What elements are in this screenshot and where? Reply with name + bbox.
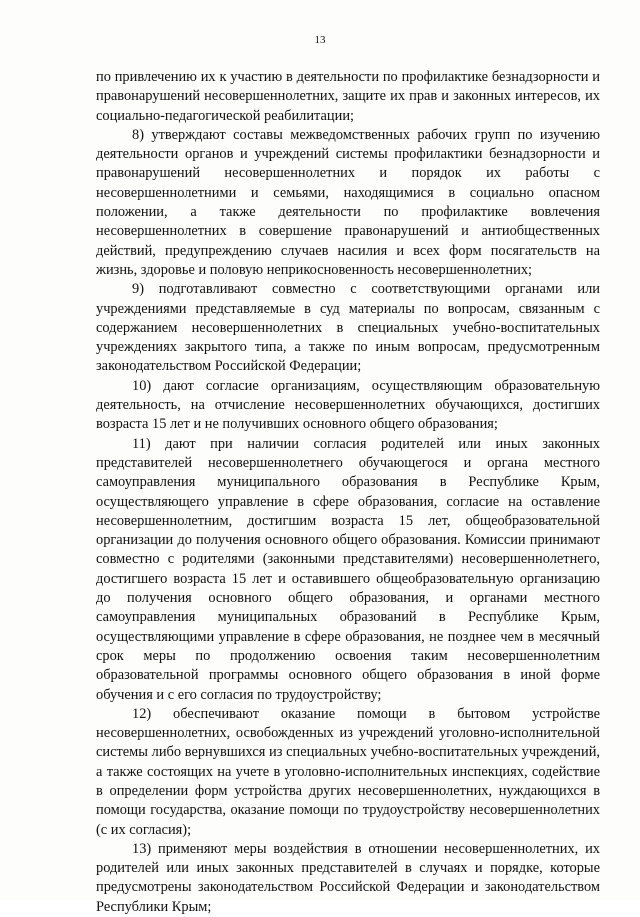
paragraph-item-8: 8) утверждают составы межведомственных рабочих групп по изучению деятельности органов и учреждений системы профилактики безнадзорности и правонарушений несовершеннолетних и порядок их работы с несовершеннолетними и семьями, находящимися в социально опасном положении, а также деятельности по профилактике вовлечения несовершеннолетних в совершение правонарушений и антиобщественных действий, предупреждению случаев насилия и всех форм посягательств на жизнь, здоровье и половую неприкосновенность несовершеннолетних; (96, 126, 600, 278)
paragraph-continuation: по привлечению их к участию в деятельности по профилактике безнадзорности и правонарушений несовершеннолетних, защите их прав и законных интересов, их социально-педагогической реабилитации; (96, 69, 600, 124)
document-body (96, 68, 600, 917)
page-number: 13 (314, 34, 326, 46)
paragraph-item-9: 9) подготавливают совместно с соответствующими органами или учреждениями представляемые в суд материалы по вопросам, связанным с содержанием несовершеннолетних в специальных учебно-воспитательных учреждениях закрытого типа, а также по иным вопросам, предусмотренным законодательством Российской Федерации; (96, 281, 600, 375)
paragraph-item-11: 11) дают при наличии согласия родителей или иных законных представителей несовершеннолетнего обучающегося и органа местного самоуправления муниципального образования в Республике Крым, осуществляющего управление в сфере образования, согласие на оставление несовершеннолетним, достигшим возраста 15 лет, общеобразовательной организации до получения основного общего образования. Комиссии принимают совместно с родителями (законными представителями) несовершеннолетнего, достигшего возраста 15 лет и оставившего общеобразовательную организацию до получения основного общего образования, и органами местного самоуправления муниципальных образований в Республике Крым, осуществляющими управление в сфере образования, не позднее чем в месячный срок меры по продолжению освоения таким несовершеннолетним образовательной программы основного общего образования в иной форме обучения и с его согласия по трудоустройству; (96, 435, 600, 703)
paragraph-item-12: 12) обеспечивают оказание помощи в бытовом устройстве несовершеннолетних, освобожденных из учреждений уголовно-исполнительной системы либо вернувшихся из специальных учебно-воспитательных учреждений, а также состоящих на учете в уголовно-исполнительных инспекциях, содействие в определении форм устройства других несовершеннолетних, нуждающихся в помощи государства, оказание помощи по трудоустройству несовершеннолетних (с их согласия); (96, 705, 600, 838)
paragraph-item-10: 10) дают согласие организациям, осуществляющим образовательную деятельность, на отчисление несовершеннолетних обучающихся, достигших возраста 15 лет и не получивших основного общего образования; (96, 377, 600, 433)
paragraph-item-13: 13) применяют меры воздействия в отношении несовершеннолетних, их родителей или иных законных представителей в случаях и порядке, которые предусмотрены законодательством Российской Федерации и законодательством Республики Крым; (96, 840, 600, 915)
